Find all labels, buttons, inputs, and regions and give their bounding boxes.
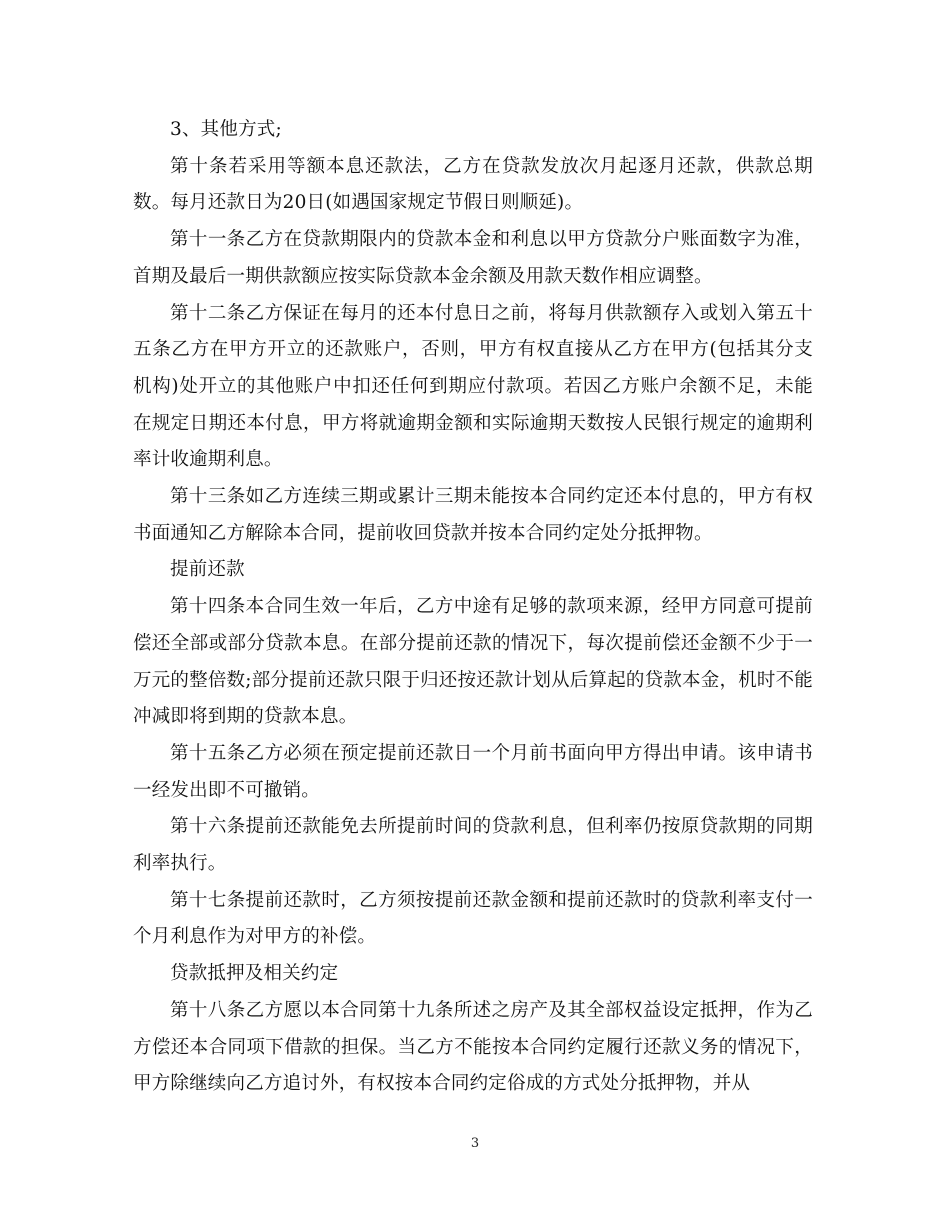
paragraph-article-13: 第十三条如乙方连续三期或累计三期未能按本合同约定还本付息的，甲方有权书面通知乙方解除本合同，提前收回贷款并按本合同约定处分抵押物。 [133, 486, 813, 544]
paragraph-article-16: 第十六条提前还款能免去所提前时间的贷款利息，但利率仍按原贷款期的同期利率执行。 [133, 816, 813, 875]
document-body [133, 112, 813, 1103]
paragraph-article-15: 第十五条乙方必须在预定提前还款日一个月前书面向甲方得出申请。该申请书一经发出即不可撤销。 [133, 742, 813, 801]
paragraph-article-12: 第十二条乙方保证在每月的还本付息日之前，将每月供款额存入或划入第五十五条乙方在甲方开立的还款账户，否则，甲方有权直接从乙方在甲方(包括其分支机构)处开立的其他账户中扣还任何到期应付款项。若因乙方账户余额不足，未能在规定日期还本付息，甲方将就逾期金额和实际逾期天数按人民银行规定的逾期利率计收逾期利息。 [133, 302, 813, 471]
paragraph-item-3: 3、其他方式; [170, 119, 282, 140]
paragraph-article-14: 第十四条本合同生效一年后，乙方中途有足够的款项来源，经甲方同意可提前偿还全部或部分贷款本息。在部分提前还款的情况下，每次提前偿还金额不少于一万元的整倍数;部分提前还款只限于归还按还款计划从后算起的贷款本金，机时不能冲减即将到期的贷款本息。 [133, 596, 813, 728]
section-heading-mortgage: 贷款抵押及相关约定 [170, 963, 339, 985]
page-number: 3 [470, 1136, 480, 1151]
paragraph-article-17: 第十七条提前还款时，乙方须按提前还款金额和提前还款时的贷款利率支付一个月利息作为对甲方的补偿。 [133, 889, 813, 948]
paragraph-article-11: 第十一条乙方在贷款期限内的贷款本金和利息以甲方贷款分户账面数字为准，首期及最后一期供款额应按实际贷款本金余额及用款天数作相应调整。 [133, 229, 813, 287]
section-heading-prepayment: 提前还款 [170, 559, 245, 581]
paragraph-article-10: 第十条若采用等额本息还款法，乙方在贷款发放次月起逐月还款，供款总期数。每月还款日为20日(如遇国家规定节假日则顺延)。 [133, 155, 813, 214]
paragraph-article-18: 第十八条乙方愿以本合同第十九条所述之房产及其全部权益设定抵押，作为乙方偿还本合同项下借款的担保。当乙方不能按本合同约定履行还款义务的情况下，甲方除继续向乙方追讨外，有权按本合同约定俗成的方式处分抵押物，并从 [133, 999, 813, 1095]
